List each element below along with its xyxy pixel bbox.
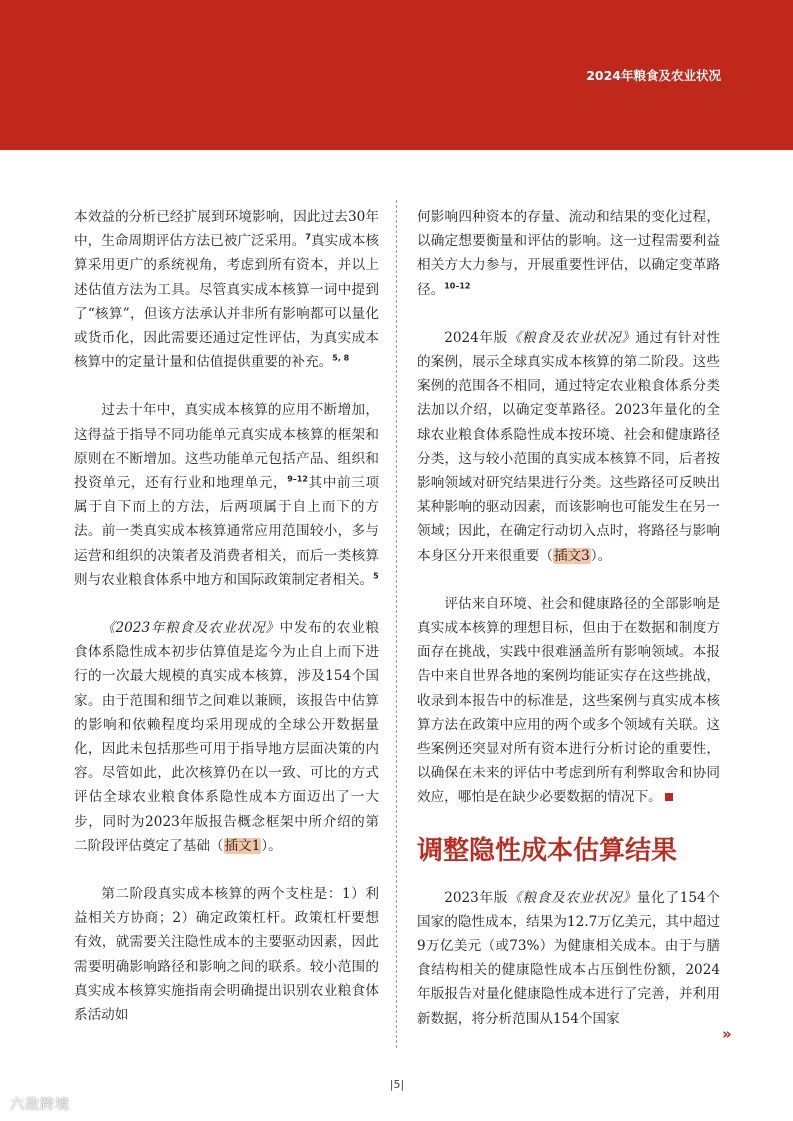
section-heading: 调整隐性成本估算结果 (417, 835, 678, 866)
publication-title: 《粮食及农业状况》 (507, 329, 636, 346)
right-column (417, 205, 720, 1055)
paragraph (74, 398, 379, 592)
box-1-link[interactable]: 插文1 (224, 837, 261, 854)
end-of-section-mark (665, 793, 673, 801)
paragraph-text: 过去十年中，真实成本核算的应用不断增加，这得益于指导不同功能单元真实成本核算的框架和原则在不断增加。这些功能单元包括产品、组织和投资单元，还有行业和地理单元， (74, 402, 379, 492)
paragraph (74, 205, 379, 374)
endnote-ref[interactable]: 10–12 (444, 281, 471, 291)
endnote-ref[interactable]: 5, 8 (332, 353, 350, 363)
publication-title: 《粮食及农业状况》 (508, 889, 637, 906)
report-title: 2024年粮食及农业状况 (586, 68, 721, 83)
paragraph (417, 886, 720, 1031)
paragraph-text: 其中前三项属于自下而上的方法，后两项属于自上而下的方法。前一类真实成本核算通常应用范围较小，多与运营和组织的决策者及消费者相关，而后一类核算则与农业粮食体系中地方和国际政策制定者相关。 (74, 475, 380, 588)
paragraph-text: 真实成本核算采用更广的系统视角，考虑到所有资本，并以上述估值方法为工具。尽管真实成本核算一词中提到了“核算”，但该方法承认并非所有影响都可以量化或货币化，因此需要还通过定性评估，为真实成本核算中的定量计量和估值提供重要的补充。 (74, 233, 380, 371)
paragraph-text: 2023年版 (444, 889, 509, 906)
paragraph (74, 882, 379, 1027)
publication-title: 《2023年粮食及农业状况》 (101, 620, 280, 637)
paragraph-text: ）。 (590, 547, 612, 564)
endnote-ref[interactable]: 9–12 (287, 474, 308, 484)
paragraph-text: 何影响四种资本的存量、流动和结果的变化过程，以确定想要衡量和评估的影响。这一过程需要利益相关方大力参与，开展重要性评估，以确定变革路径。 (417, 209, 720, 298)
paragraph-text: 第二阶段真实成本核算的两个支柱是：1）利益相关方协商；2）确定政策杠杆。政策杠杆要想有效，就需要关注隐性成本的主要驱动因素，因此需要明确影响路径和影响之间的联系。较小范围的真实成本核算实施指南会明确提出识别农业粮食体系活动如 (74, 886, 379, 1024)
watermark: 六敌跨境 (10, 1097, 70, 1113)
paragraph (417, 592, 720, 810)
header-band (0, 0, 793, 150)
paragraph-text: ）。 (261, 837, 282, 854)
left-column (74, 205, 379, 1051)
paragraph (417, 326, 720, 568)
paragraph-text: 通过有针对性的案例，展示全球真实成本核算的第二阶段。这些案例的范围各不相同，通过特定农业粮食体系分类法加以介绍，以确定变革路径。2023年量化的全球农业粮食体系隐性成本按环境、社会和健康路径分类，这与较小范围的真实成本核算不同，后者按影响领域对研究结果进行分类。这些路径可反映出某种影响的驱动因素，而该影响也可能发生在另一领域；因此，在确定行动切入点时，将路径与影响本身区分开来很重要（ (417, 329, 721, 564)
box-3-link[interactable]: 插文3 (553, 547, 590, 564)
page-number: |5| (389, 1078, 405, 1091)
paragraph-text: 量化了154个国家的隐性成本，结果为12.7万亿美元，其中超过9万亿美元（或73%）为健康相关成本。由于与膳食结构相关的健康隐性成本占压倒性份额，2024年版报告对量化健康隐性成本进行了完善，并利用新数据，将分析范围从154个国家 (417, 889, 721, 1027)
endnote-ref[interactable]: 7 (305, 232, 311, 242)
paragraph (74, 616, 379, 858)
continue-arrow-icon[interactable]: » (722, 1025, 732, 1043)
column-divider (396, 200, 397, 1048)
paragraph-text: 评估来自环境、社会和健康路径的全部影响是真实成本核算的理想目标，但由于在数据和制度方面存在挑战，实践中很难涵盖所有影响领域。本报告中来自世界各地的案例均能证实存在这些挑战，收录到本报告中的标准是，这些案例与真实成本核算方法在政策中应用的两个或多个领域有关联。这些案例还突显对所有资本进行分析讨论的重要性，以确保在未来的评估中考虑到所有利弊取舍和协同效应，哪怕是在缺少必要数据的情况下。 (417, 595, 720, 806)
paragraph (417, 205, 720, 302)
endnote-ref[interactable]: 5 (373, 571, 379, 581)
paragraph-text: 中发布的农业粮食体系隐性成本初步估算值是迄今为止自上而下进行的一次最大规模的真实成本核算，涉及154个国家。由于范围和细节之间难以兼顾，该报告中估算的影响和依赖程度均采用现成的全球公开数据量化，因此未包括那些可用于指导地方层面决策的内容。尽管如此，此次核算仍在以一致、可比的方式评估全球农业粮食体系隐性成本方面迈出了一大步，同时为2023年版报告概念框架中所介绍的第二阶段评估奠定了基础（ (74, 620, 379, 854)
paragraph-text: 本效益的分析已经扩展到环境影响，因此过去30年中，生命周期评估方法已被广泛采用。 (74, 209, 379, 250)
paragraph-text: 2024年版 (444, 329, 508, 346)
